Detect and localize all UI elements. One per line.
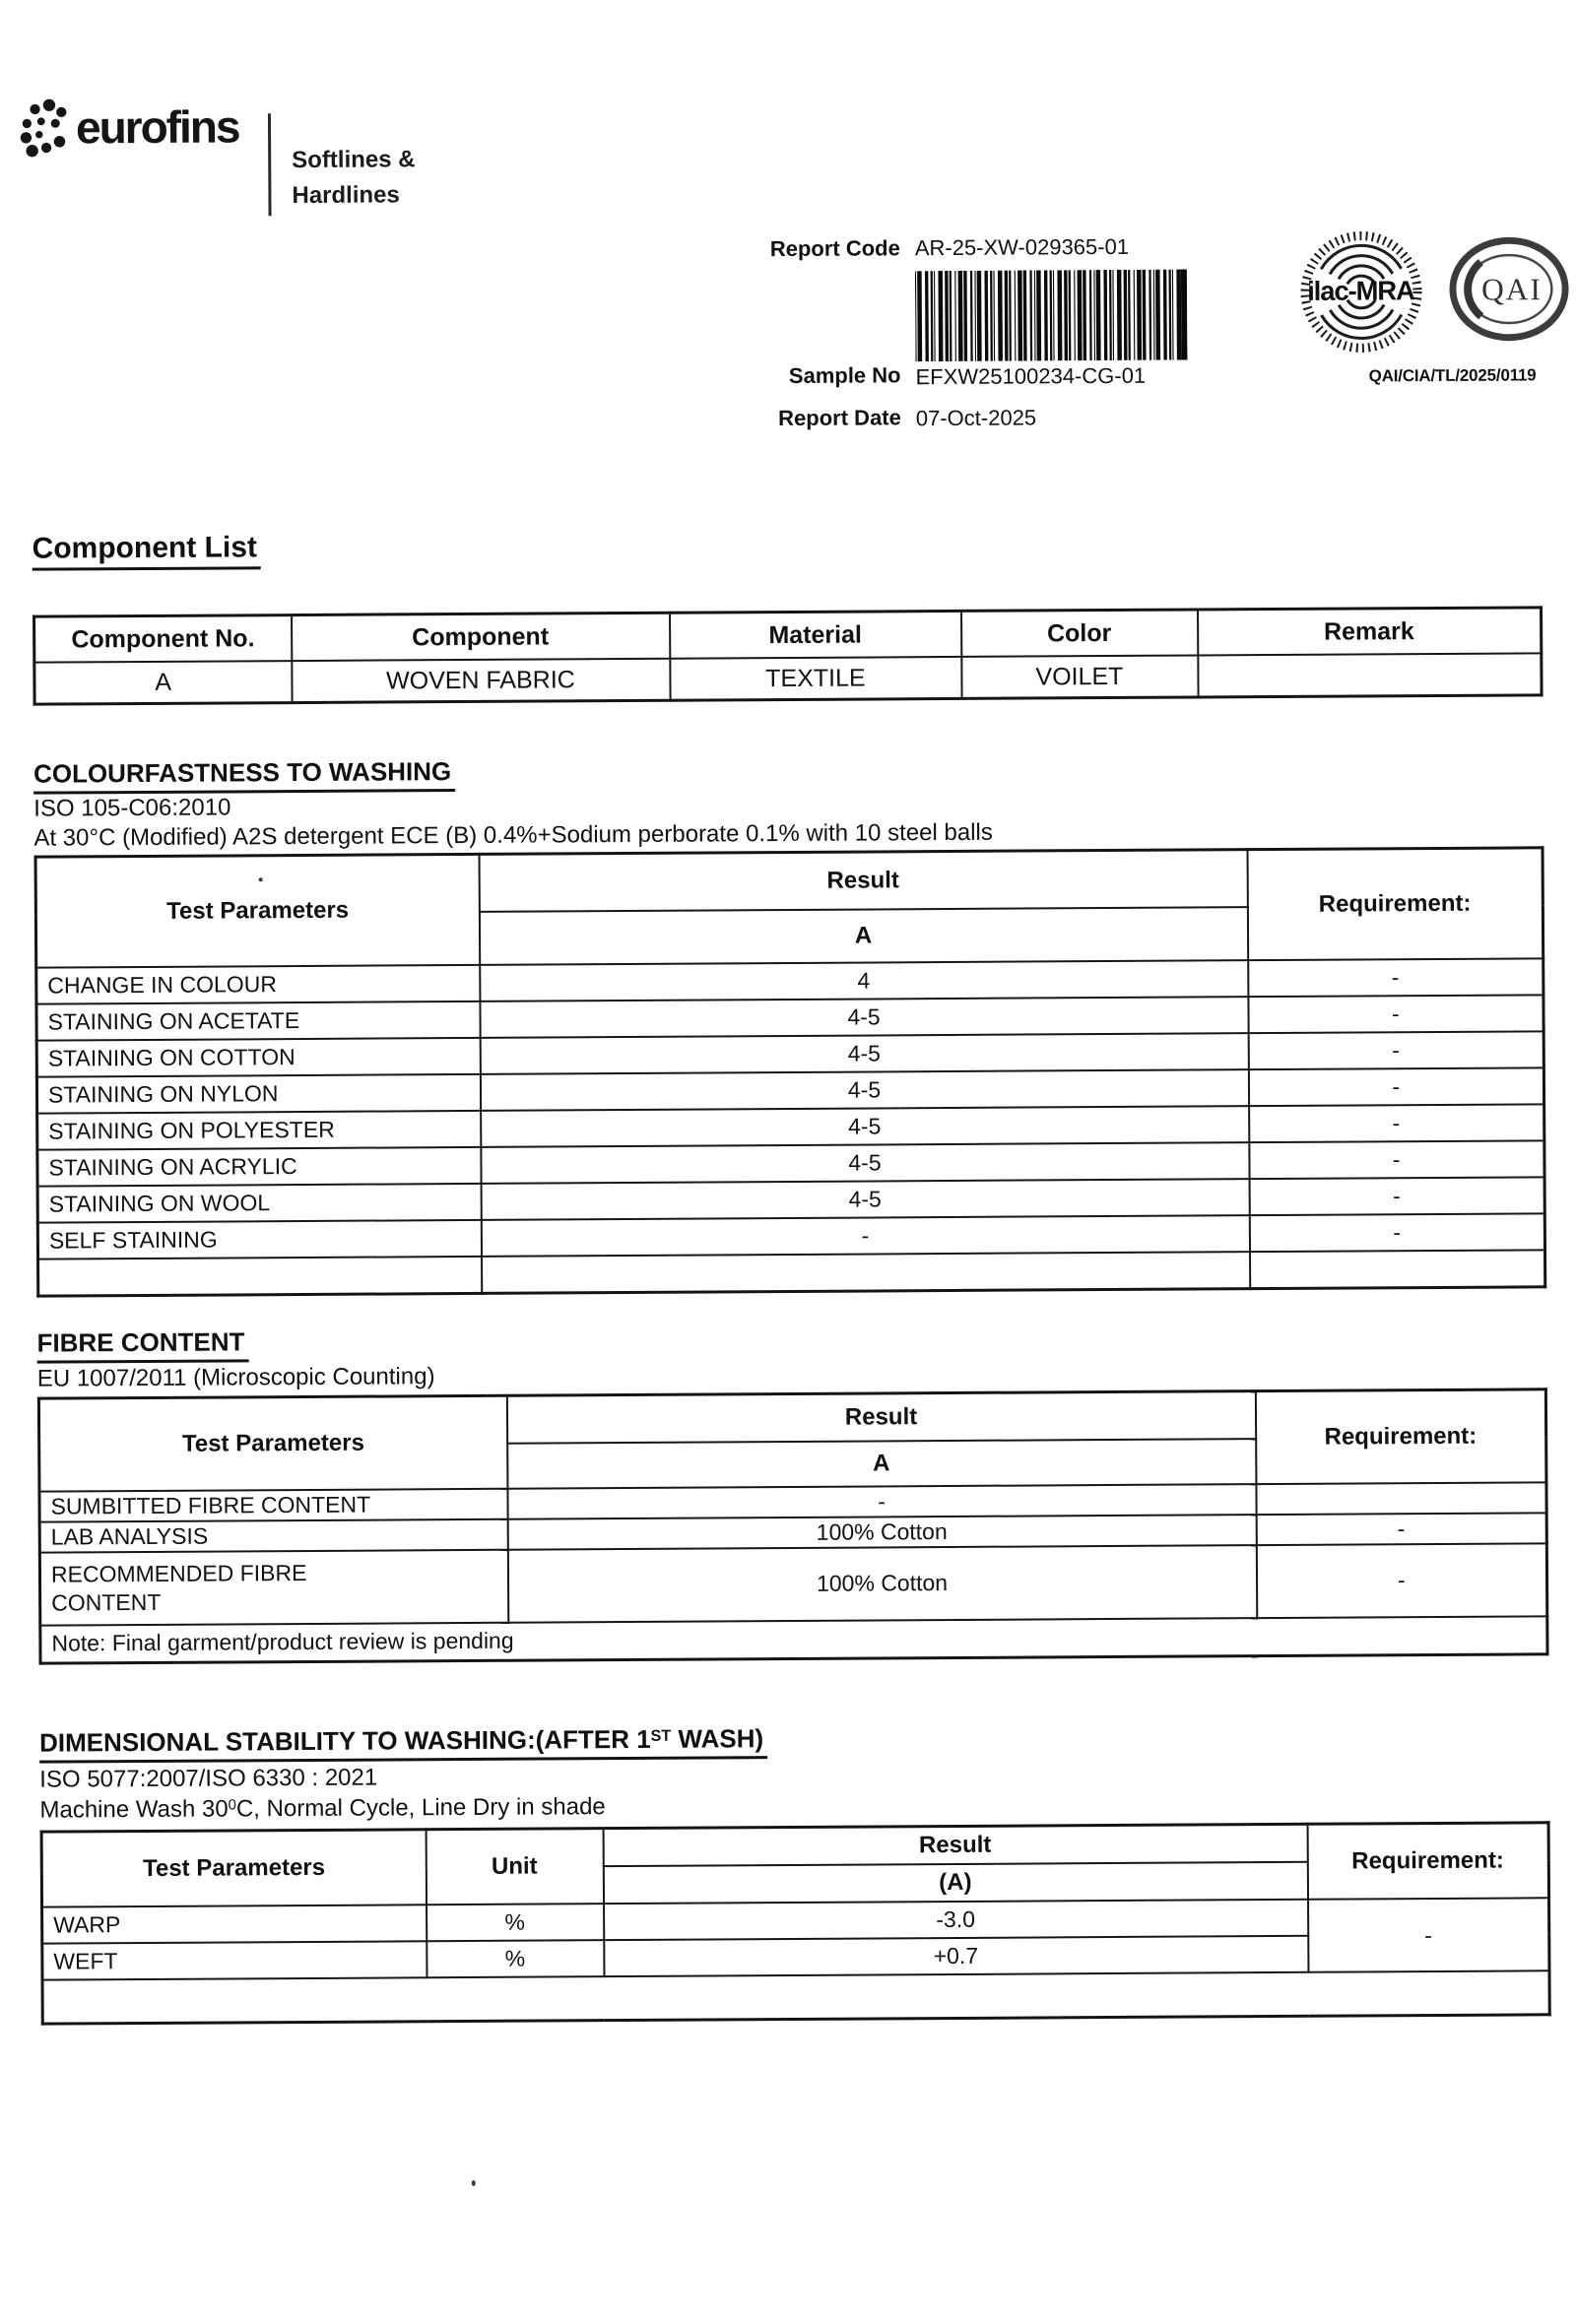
col-component: Component [292,613,670,661]
cf-result: 4-5 [481,1106,1249,1147]
col-component-no: Component No. [34,615,292,663]
col-color: Color [961,610,1198,657]
dimensional-stability-standard: ISO 5077:2007/ISO 6330 : 2021 [39,1764,378,1793]
ilac-mra-stamp [1300,230,1423,354]
report-code-value: AR-25-XW-029365-01 [914,233,1130,261]
cf-req [1250,1250,1545,1288]
ds-col-requirement: Requirement: [1307,1823,1548,1900]
fc-col-test-parameters: Test Parameters [38,1395,507,1491]
colourfastness-standard: ISO 105-C06:2010 [33,794,231,822]
cf-col-sub-a: A [479,907,1247,965]
cf-req: - [1249,1177,1544,1215]
report-date-value: 07-Oct-2025 [915,405,1037,431]
colourfastness-title: COLOURFASTNESS TO WASHING [33,756,455,795]
eurofins-logo-icon [19,98,78,165]
cf-param: STAINING ON NYLON [36,1074,480,1114]
cf-result: 4-5 [481,1179,1249,1220]
fc-result: 100% Cotton [507,1515,1256,1549]
fc-note-row [40,1616,1547,1663]
cf-result: 4-5 [480,1069,1248,1111]
cf-param [38,1257,482,1296]
ds-param: WARP [42,1904,427,1943]
ds-result: -3.0 [604,1900,1308,1940]
cf-param: SELF STAINING [37,1220,481,1259]
cf-col-test-parameters: Test Parameters [35,854,480,967]
dimensional-stability-title [39,1723,767,1764]
cf-param: STAINING ON WOOL [37,1184,481,1223]
fibre-content-title: FIBRE CONTENT [36,1326,248,1363]
fc-req: - [1256,1543,1546,1618]
cf-req: - [1248,958,1543,997]
fc-result: 100% Cotton [507,1545,1256,1623]
ds-cond-post: C, Normal Cycle, Line Dry in shade [235,1793,606,1823]
fc-param: SUMBITTED FIBRE CONTENT [39,1489,507,1522]
scan-speck [259,877,263,881]
col-remark: Remark [1198,608,1542,656]
material-cell: TEXTILE [670,657,961,700]
fc-note: Note: Final garment/product review is pending [40,1616,1547,1663]
ds-cond-pre: Machine Wash 30 [39,1795,229,1824]
ds-title-pre: DIMENSIONAL STABILITY TO WASHING:(AFTER 1 [38,1723,651,1758]
component-list-table [33,606,1543,705]
barcode [915,270,1188,362]
ds-title-sup: ST [650,1726,672,1745]
ds-col-test-parameters: Test Parameters [41,1830,426,1907]
fc-col-result: Result [506,1391,1255,1444]
component-row [34,653,1542,704]
ds-title-post: WASH) [671,1723,764,1754]
fc-col-sub-a: A [507,1439,1256,1489]
ds-col-result: Result [603,1824,1307,1866]
dimensional-stability-condition [39,1793,605,1825]
dimensional-stability-table [40,1821,1551,2025]
table-row [39,1543,1546,1625]
division-line2: Hardlines [292,181,400,210]
fc-header-row1 [38,1389,1545,1447]
fc-result: - [507,1484,1256,1518]
cf-req: - [1248,995,1543,1033]
cf-param: STAINING ON ACETATE [36,1001,480,1041]
report-code-label: Report Code [769,235,900,262]
fibre-content-standard: EU 1007/2011 (Microscopic Counting) [36,1363,435,1392]
cf-result: 4 [480,960,1248,1001]
ds-result: +0.7 [604,1936,1308,1976]
cf-param: CHANGE IN COLOUR [36,965,480,1004]
cf-result: 4-5 [480,1033,1248,1074]
qai-stamp [1448,231,1571,351]
fc-col-requirement: Requirement: [1255,1389,1546,1484]
fc-param: LAB ANALYSIS [39,1519,507,1553]
cf-param: STAINING ON POLYESTER [37,1111,481,1150]
cf-param: STAINING ON ACRYLIC [37,1147,481,1187]
logo-divider [268,113,272,216]
ds-unit: % [427,1904,604,1941]
table-row [42,1898,1549,1943]
cf-req: - [1248,1031,1543,1069]
accreditation-ref: QAI/CIA/TL/2025/0119 [1368,365,1537,386]
sample-no-label: Sample No [788,362,901,388]
component-no-cell: A [34,661,292,704]
ds-requirement-value: - [1308,1898,1549,1971]
ds-blank-cell [42,1970,1549,2024]
fc-req [1256,1482,1546,1515]
ds-cond-sup: 0 [228,1797,236,1814]
ds-header-row1 [41,1823,1548,1870]
cf-col-result: Result [479,850,1247,912]
remark-cell [1198,653,1542,697]
component-cell: WOVEN FABRIC [292,659,670,703]
cf-req: - [1249,1104,1544,1142]
cf-result: 4-5 [480,997,1248,1038]
ds-col-unit: Unit [426,1829,603,1905]
qai-stamp-text: QAI [1480,272,1543,307]
ilac-stamp-text: ilac-MRA [1307,275,1416,306]
fc-param: RECOMMENDED FIBRE CONTENT [39,1549,507,1625]
cf-req: - [1248,1067,1543,1106]
table-row-empty [38,1250,1545,1296]
colourfastness-condition: At 30°C (Modified) A2S detergent ECE (B) 0.4%+Sodium perborate 0.1% with 10 steel balls [33,818,993,852]
fc-req: - [1256,1513,1546,1545]
cf-req: - [1249,1213,1544,1252]
brand-wordmark: eurofins [75,100,239,154]
ds-unit: % [427,1940,604,1977]
ds-col-sub-a: (A) [603,1862,1307,1904]
cf-result [482,1252,1250,1293]
fibre-content-table [37,1388,1549,1664]
sample-no-value: EFXW25100234-CG-01 [915,362,1147,390]
cf-req: - [1249,1140,1544,1179]
ds-param: WEFT [42,1941,427,1979]
division-name [292,142,416,214]
colourfastness-table [34,846,1547,1297]
cf-result: - [481,1215,1249,1257]
division-line1: Softlines & [292,146,416,174]
col-material: Material [670,611,961,658]
ds-empty-row [42,1970,1549,2024]
cf-param: STAINING ON COTTON [36,1038,480,1077]
report-date-label: Report Date [778,405,901,431]
color-cell: VOILET [961,655,1198,698]
cf-result: 4-5 [481,1142,1249,1184]
cf-col-requirement: Requirement: [1247,848,1543,960]
scan-speck [472,2180,476,2186]
component-list-title: Component List [33,531,262,570]
